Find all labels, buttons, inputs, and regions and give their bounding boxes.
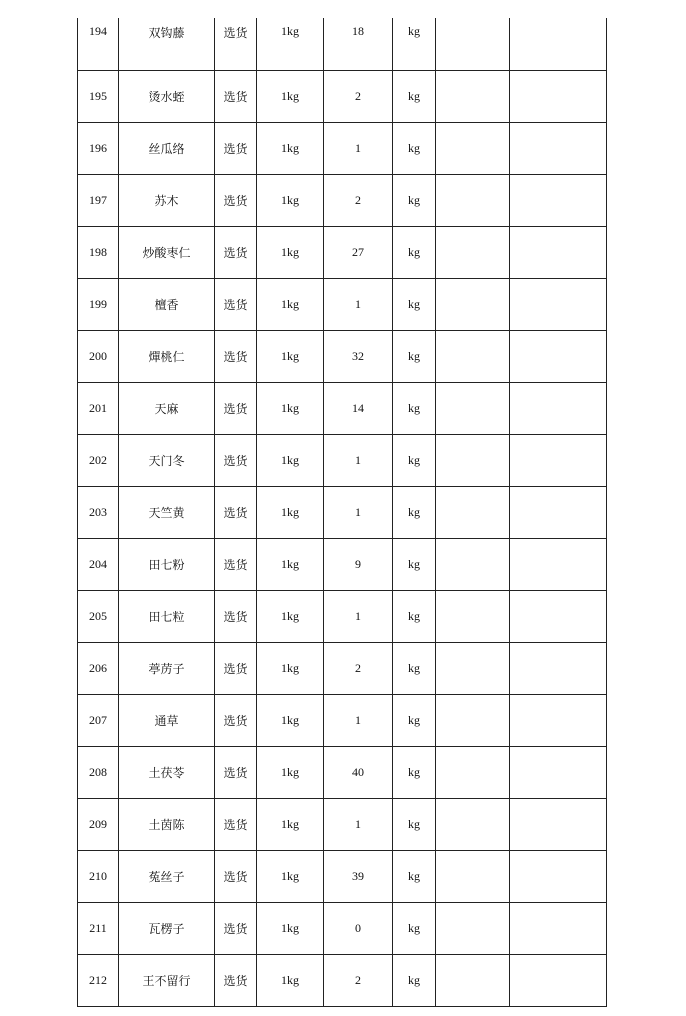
blank-cell-cell (510, 747, 607, 799)
blank-cell-cell (510, 487, 607, 539)
grade-cell: 选货 (215, 851, 257, 903)
row-number-cell: 198 (78, 227, 119, 279)
row-number-cell: 205 (78, 591, 119, 643)
blank-cell-cell (436, 123, 510, 175)
pack-size-cell: 1kg (257, 331, 324, 383)
quantity-cell: 40 (324, 747, 393, 799)
quantity-cell: 2 (324, 643, 393, 695)
row-number-cell: 199 (78, 279, 119, 331)
row-number-cell: 208 (78, 747, 119, 799)
pack-size-cell: 1kg (257, 799, 324, 851)
grade-cell: 选货 (215, 487, 257, 539)
blank-cell-cell (510, 18, 607, 71)
blank-cell-cell (436, 487, 510, 539)
unit-cell: kg (393, 71, 436, 123)
row-number-cell: 204 (78, 539, 119, 591)
blank-cell-cell (510, 227, 607, 279)
unit-cell: kg (393, 487, 436, 539)
grade-cell: 选货 (215, 643, 257, 695)
pack-size-cell: 1kg (257, 903, 324, 955)
unit-cell: kg (393, 227, 436, 279)
quantity-cell: 39 (324, 851, 393, 903)
blank-cell-cell (436, 435, 510, 487)
herb-name-cell: 苏木 (119, 175, 215, 227)
quantity-cell: 9 (324, 539, 393, 591)
blank-cell-cell (436, 279, 510, 331)
blank-cell-cell (510, 435, 607, 487)
table-row (78, 695, 607, 747)
herb-name-cell: 田七粉 (119, 539, 215, 591)
blank-cell-cell (436, 955, 510, 1007)
row-number-cell: 206 (78, 643, 119, 695)
grade-cell: 选货 (215, 383, 257, 435)
grade-cell: 选货 (215, 175, 257, 227)
grade-cell: 选货 (215, 591, 257, 643)
grade-cell: 选货 (215, 227, 257, 279)
herb-name-cell: 菟丝子 (119, 851, 215, 903)
grade-cell: 选货 (215, 799, 257, 851)
unit-cell: kg (393, 123, 436, 175)
row-number-cell: 200 (78, 331, 119, 383)
quantity-cell: 18 (324, 18, 393, 71)
blank-cell-cell (436, 539, 510, 591)
table-row (78, 799, 607, 851)
pack-size-cell: 1kg (257, 643, 324, 695)
table-row (78, 851, 607, 903)
document-table-wrapper (77, 18, 598, 1007)
herb-name-cell: 炒酸枣仁 (119, 227, 215, 279)
table-row (78, 643, 607, 695)
blank-cell-cell (510, 799, 607, 851)
unit-cell: kg (393, 799, 436, 851)
unit-cell: kg (393, 18, 436, 71)
table-row (78, 18, 607, 71)
herb-name-cell: 双钩藤 (119, 18, 215, 71)
row-number-cell: 197 (78, 175, 119, 227)
table-row (78, 955, 607, 1007)
unit-cell: kg (393, 383, 436, 435)
grade-cell: 选货 (215, 123, 257, 175)
unit-cell: kg (393, 903, 436, 955)
unit-cell: kg (393, 643, 436, 695)
grade-cell: 选货 (215, 539, 257, 591)
pack-size-cell: 1kg (257, 591, 324, 643)
pack-size-cell: 1kg (257, 279, 324, 331)
grade-cell: 选货 (215, 695, 257, 747)
quantity-cell: 32 (324, 331, 393, 383)
quantity-cell: 27 (324, 227, 393, 279)
blank-cell-cell (510, 695, 607, 747)
herb-name-cell: 丝瓜络 (119, 123, 215, 175)
unit-cell: kg (393, 591, 436, 643)
table-row (78, 71, 607, 123)
row-number-cell: 207 (78, 695, 119, 747)
blank-cell-cell (510, 955, 607, 1007)
herb-name-cell: 烫水蛭 (119, 71, 215, 123)
blank-cell-cell (436, 71, 510, 123)
pack-size-cell: 1kg (257, 435, 324, 487)
row-number-cell: 196 (78, 123, 119, 175)
table-row (78, 279, 607, 331)
grade-cell: 选货 (215, 71, 257, 123)
grade-cell: 选货 (215, 331, 257, 383)
quantity-cell: 2 (324, 955, 393, 1007)
unit-cell: kg (393, 175, 436, 227)
blank-cell-cell (436, 799, 510, 851)
herb-name-cell: 通草 (119, 695, 215, 747)
table-body (78, 18, 607, 1007)
blank-cell-cell (436, 227, 510, 279)
unit-cell: kg (393, 279, 436, 331)
blank-cell-cell (436, 18, 510, 71)
table-row (78, 383, 607, 435)
blank-cell-cell (510, 175, 607, 227)
blank-cell-cell (436, 175, 510, 227)
grade-cell: 选货 (215, 18, 257, 71)
herb-name-cell: 土茯苓 (119, 747, 215, 799)
blank-cell-cell (436, 695, 510, 747)
blank-cell-cell (510, 331, 607, 383)
blank-cell-cell (510, 71, 607, 123)
blank-cell-cell (436, 591, 510, 643)
grade-cell: 选货 (215, 435, 257, 487)
pack-size-cell: 1kg (257, 383, 324, 435)
grade-cell: 选货 (215, 279, 257, 331)
row-number-cell: 210 (78, 851, 119, 903)
pack-size-cell: 1kg (257, 227, 324, 279)
unit-cell: kg (393, 435, 436, 487)
quantity-cell: 1 (324, 279, 393, 331)
quantity-cell: 1 (324, 591, 393, 643)
quantity-cell: 1 (324, 123, 393, 175)
row-number-cell: 209 (78, 799, 119, 851)
unit-cell: kg (393, 851, 436, 903)
table-row (78, 227, 607, 279)
pack-size-cell: 1kg (257, 747, 324, 799)
pack-size-cell: 1kg (257, 71, 324, 123)
table-row (78, 539, 607, 591)
quantity-cell: 1 (324, 435, 393, 487)
pack-size-cell: 1kg (257, 487, 324, 539)
blank-cell-cell (436, 903, 510, 955)
herb-name-cell: 天麻 (119, 383, 215, 435)
row-number-cell: 203 (78, 487, 119, 539)
blank-cell-cell (436, 851, 510, 903)
herb-name-cell: 瓦楞子 (119, 903, 215, 955)
herb-name-cell: 葶苈子 (119, 643, 215, 695)
herb-name-cell: 檀香 (119, 279, 215, 331)
row-number-cell: 194 (78, 18, 119, 71)
table-row (78, 747, 607, 799)
blank-cell-cell (510, 539, 607, 591)
table-row (78, 175, 607, 227)
blank-cell-cell (436, 747, 510, 799)
quantity-cell: 14 (324, 383, 393, 435)
table-row (78, 591, 607, 643)
unit-cell: kg (393, 747, 436, 799)
pack-size-cell: 1kg (257, 955, 324, 1007)
blank-cell-cell (436, 643, 510, 695)
grade-cell: 选货 (215, 955, 257, 1007)
blank-cell-cell (436, 331, 510, 383)
pack-size-cell: 1kg (257, 18, 324, 71)
blank-cell-cell (436, 383, 510, 435)
row-number-cell: 202 (78, 435, 119, 487)
row-number-cell: 201 (78, 383, 119, 435)
table-row (78, 331, 607, 383)
table-row (78, 903, 607, 955)
table-row (78, 487, 607, 539)
pack-size-cell: 1kg (257, 695, 324, 747)
grade-cell: 选货 (215, 903, 257, 955)
blank-cell-cell (510, 279, 607, 331)
row-number-cell: 212 (78, 955, 119, 1007)
blank-cell-cell (510, 123, 607, 175)
unit-cell: kg (393, 695, 436, 747)
quantity-cell: 1 (324, 799, 393, 851)
blank-cell-cell (510, 383, 607, 435)
grade-cell: 选货 (215, 747, 257, 799)
herb-name-cell: 天门冬 (119, 435, 215, 487)
herb-name-cell: 王不留行 (119, 955, 215, 1007)
quantity-cell: 2 (324, 71, 393, 123)
herb-name-cell: 田七粒 (119, 591, 215, 643)
quantity-cell: 1 (324, 487, 393, 539)
herb-name-cell: 燀桃仁 (119, 331, 215, 383)
unit-cell: kg (393, 955, 436, 1007)
blank-cell-cell (510, 903, 607, 955)
pack-size-cell: 1kg (257, 123, 324, 175)
herb-name-cell: 土茵陈 (119, 799, 215, 851)
pack-size-cell: 1kg (257, 539, 324, 591)
row-number-cell: 195 (78, 71, 119, 123)
unit-cell: kg (393, 331, 436, 383)
quantity-cell: 2 (324, 175, 393, 227)
blank-cell-cell (510, 591, 607, 643)
table-row (78, 123, 607, 175)
blank-cell-cell (510, 851, 607, 903)
pack-size-cell: 1kg (257, 851, 324, 903)
unit-cell: kg (393, 539, 436, 591)
herb-order-table (77, 18, 607, 1007)
quantity-cell: 1 (324, 695, 393, 747)
table-row (78, 435, 607, 487)
row-number-cell: 211 (78, 903, 119, 955)
pack-size-cell: 1kg (257, 175, 324, 227)
blank-cell-cell (510, 643, 607, 695)
quantity-cell: 0 (324, 903, 393, 955)
herb-name-cell: 天竺黄 (119, 487, 215, 539)
